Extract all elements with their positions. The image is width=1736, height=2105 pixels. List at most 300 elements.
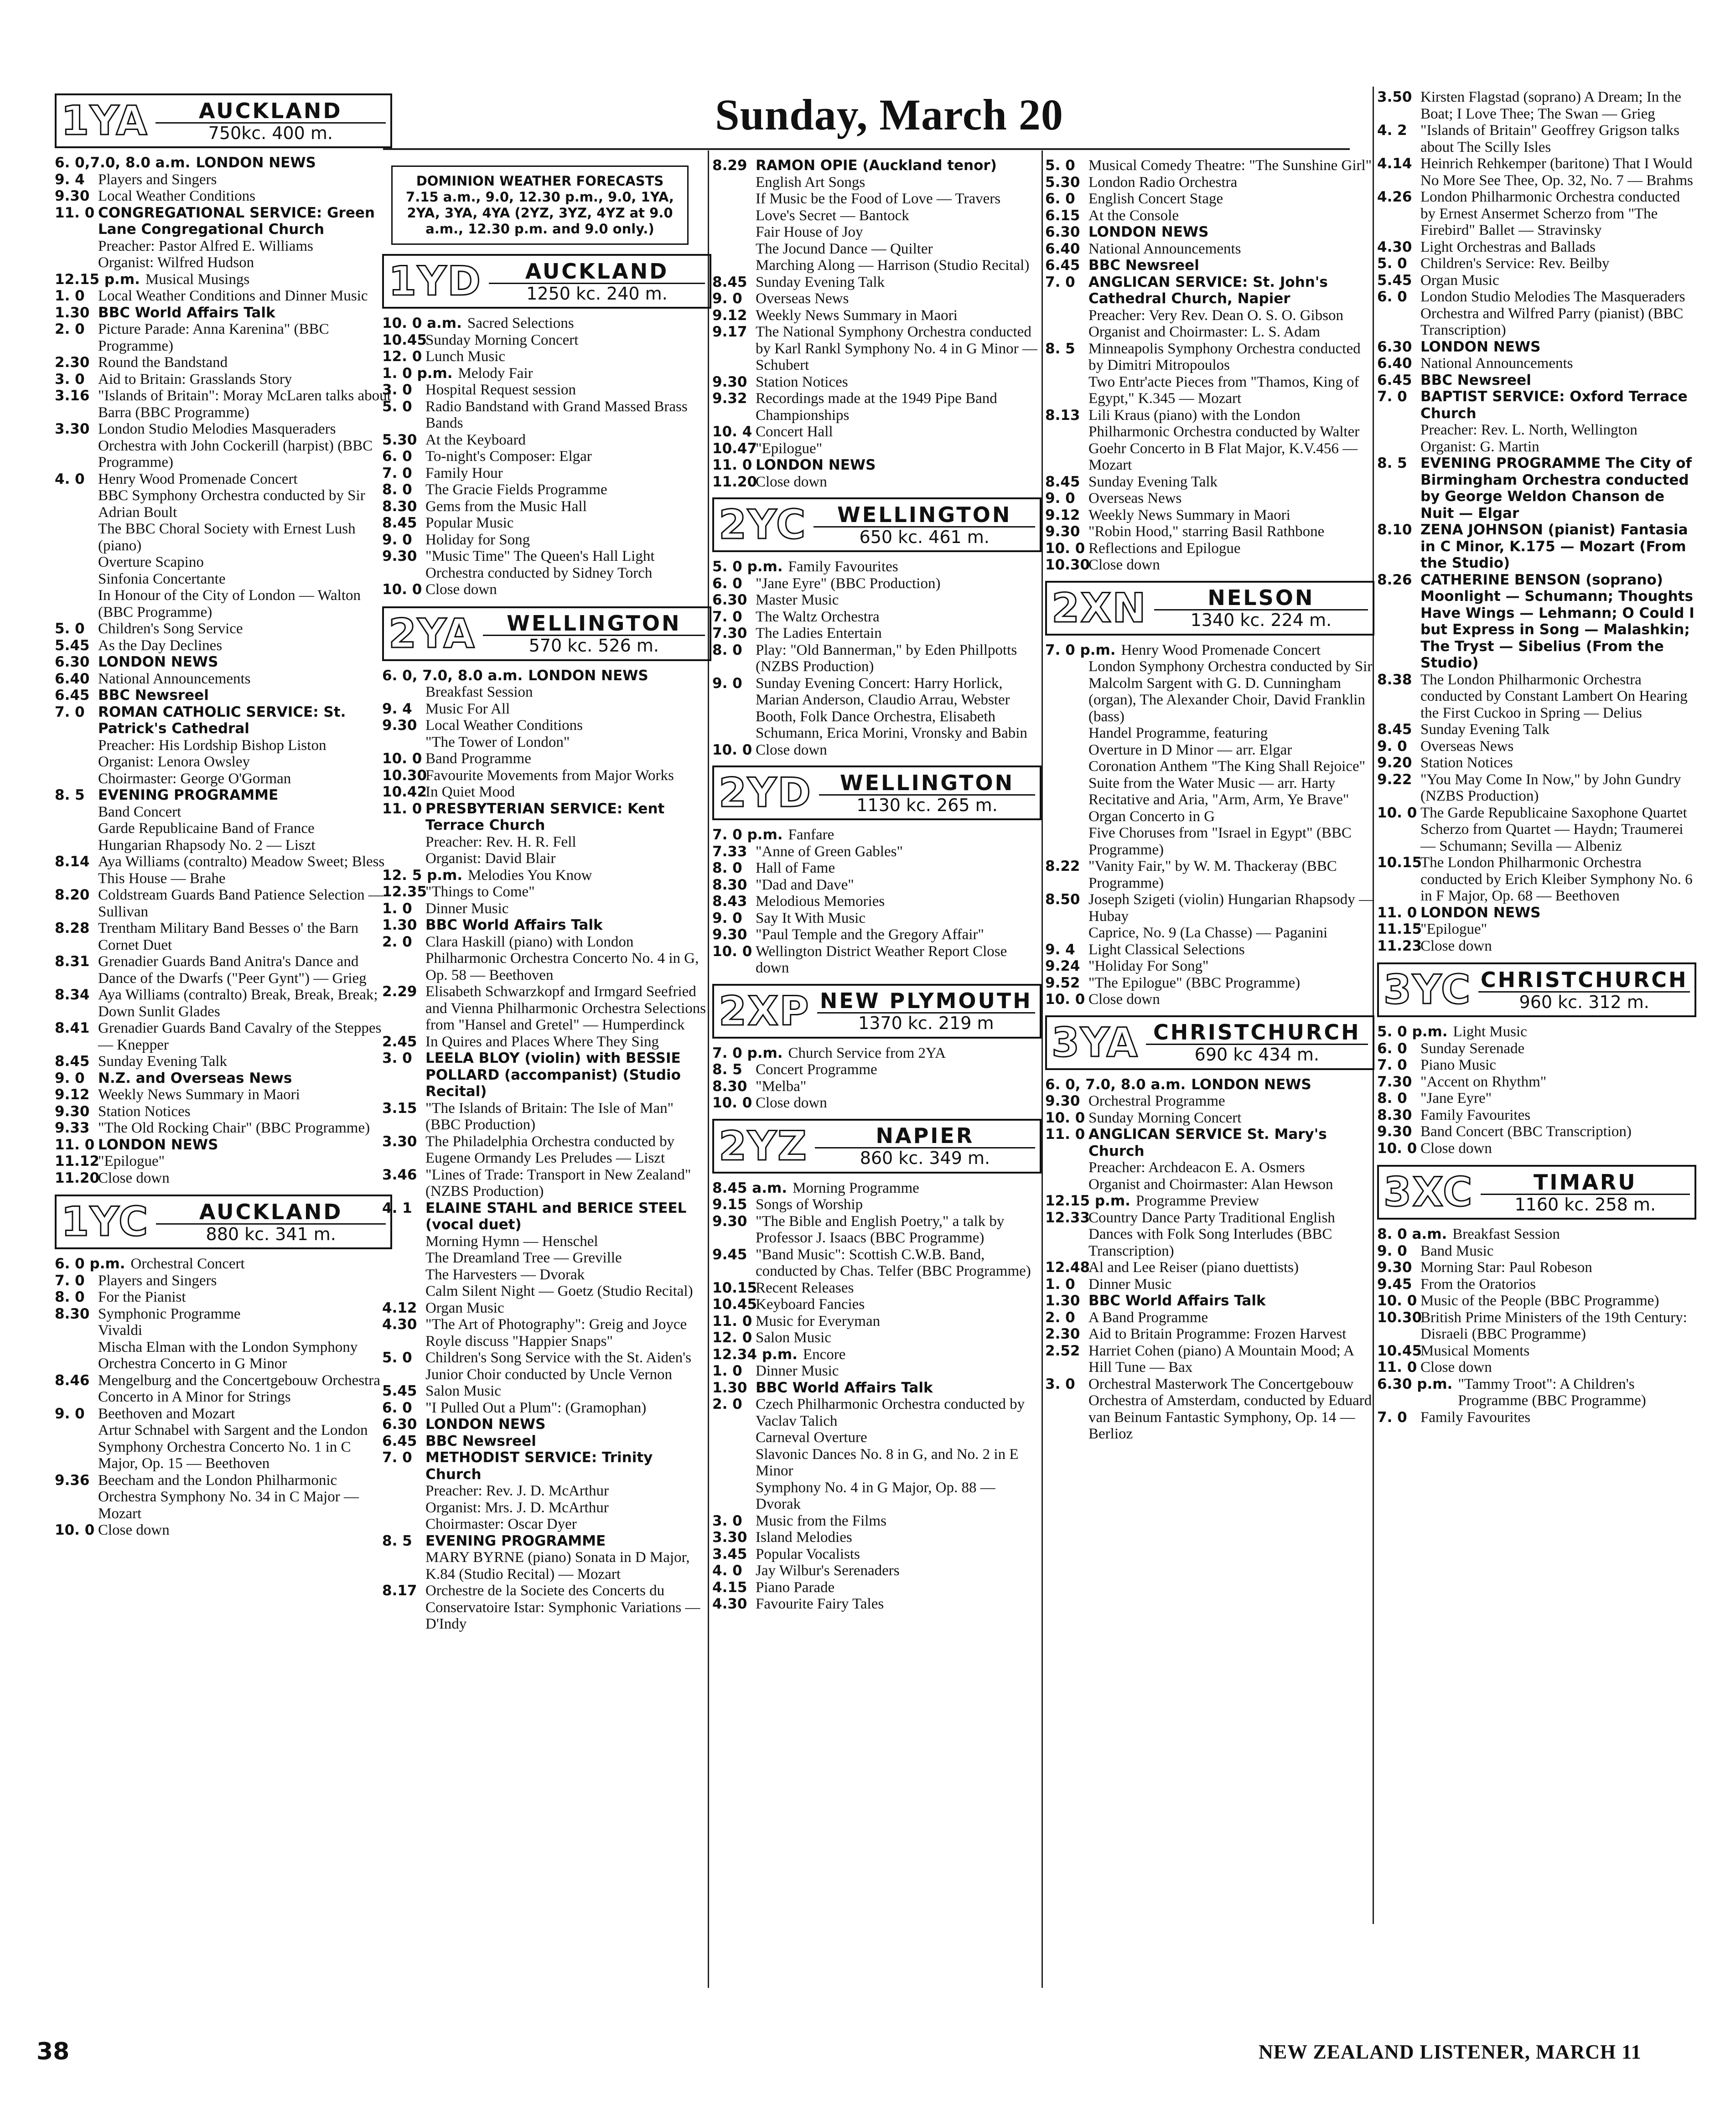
programme-text: BAPTIST SERVICE: Oxford Terrace Church bbox=[1420, 388, 1688, 422]
programme-time: 8.46 bbox=[55, 1372, 90, 1389]
programme-time: 9.30 bbox=[712, 926, 747, 943]
station-banner-1yd bbox=[382, 254, 711, 309]
programme-time: 10.15 bbox=[712, 1279, 757, 1296]
programme-time: 6. 0 p.m. bbox=[55, 1256, 125, 1272]
programme-entry bbox=[55, 521, 392, 554]
programme-text: Music from the Films bbox=[756, 1512, 886, 1529]
programme-text: Close down bbox=[425, 581, 497, 598]
programme-time: 7. 0 bbox=[1045, 274, 1075, 290]
programme-time: 10. 0 bbox=[1045, 991, 1085, 1008]
programme-entry bbox=[1377, 1074, 1696, 1091]
programme-text: Sunday Morning Concert bbox=[425, 331, 579, 348]
programme-time: 10.30 bbox=[1377, 1309, 1422, 1326]
programme-text: London Studio Melodies Masqueraders Orchestra with John Cockerill (harpist) (BBC Programme) bbox=[98, 421, 373, 471]
column-5 bbox=[1377, 89, 1696, 1426]
programme-time: 6.40 bbox=[1377, 355, 1412, 372]
programme-text: Two Entr'acte Pieces from "Thamos, King of Egypt," K.345 — Mozart bbox=[1088, 373, 1359, 407]
programme-time: 4.15 bbox=[712, 1579, 747, 1596]
programme-time: 9. 0 bbox=[55, 1405, 85, 1422]
programme-time: 6.30 bbox=[712, 592, 747, 608]
programme-time: 7. 0 p.m. bbox=[1045, 641, 1116, 658]
programme-entry bbox=[712, 1280, 1042, 1297]
station-frequency: 690 kc 434 m. bbox=[1146, 1044, 1368, 1064]
programme-text: Local Weather Conditions bbox=[425, 717, 583, 734]
programme-entry bbox=[1045, 1076, 1374, 1093]
programme-text: Kirsten Flagstad (soprano) A Dream; In the Boat; I Love Thee; The Swan — Grieg bbox=[1420, 89, 1681, 122]
programme-time: 5. 0 bbox=[382, 398, 412, 415]
programme-entry bbox=[712, 575, 1042, 592]
programme-text: Close down bbox=[756, 1095, 827, 1111]
programme-text: London Studio Melodies The Masqueraders Orchestra and Wilfred Parry (pianist) (BBC Transcription) bbox=[1420, 289, 1685, 338]
programme-text: Love's Secret — Bantock bbox=[756, 207, 909, 224]
programme-time: 10.47 bbox=[712, 440, 757, 457]
station-frequency: 1130 kc. 265 m. bbox=[819, 794, 1035, 815]
programme-time: 7. 0 bbox=[382, 1449, 412, 1466]
programme-time: 1. 0 p.m. bbox=[382, 365, 453, 382]
station-city: NELSON bbox=[1207, 585, 1315, 610]
programme-text: Band Programme bbox=[425, 750, 531, 767]
programme-entry bbox=[55, 1120, 392, 1137]
programme-text: Local Weather Conditions and Dinner Music bbox=[98, 288, 368, 304]
programme-entry bbox=[1045, 1293, 1374, 1309]
programme-entry bbox=[1045, 742, 1374, 759]
programme-entry bbox=[382, 1267, 711, 1283]
programme-text: BBC Newsreel bbox=[98, 687, 209, 703]
programme-entry bbox=[55, 637, 392, 654]
programme-entry bbox=[1377, 522, 1696, 572]
programme-time: 10.15 bbox=[1377, 854, 1422, 871]
programme-entry bbox=[1045, 557, 1374, 574]
programme-text: London Radio Orchestra bbox=[1088, 174, 1238, 191]
programme-entry bbox=[1045, 658, 1374, 725]
programme-entry bbox=[382, 701, 711, 718]
station-call-sign: 1YA bbox=[61, 97, 148, 144]
programme-text: LONDON NEWS bbox=[1420, 338, 1541, 355]
programme-time: 9. 0 bbox=[712, 675, 742, 692]
programme-time: 4.30 bbox=[712, 1596, 747, 1612]
programme-entry bbox=[382, 850, 711, 867]
programme-time: 12.35 bbox=[382, 884, 427, 900]
programme-text: Round the Bandstand bbox=[98, 354, 228, 371]
programme-text: Weekly News Summary in Maori bbox=[98, 1086, 300, 1103]
station-banner-3xc bbox=[1377, 1165, 1696, 1220]
programme-entry bbox=[55, 471, 392, 488]
programme-text: Station Notices bbox=[98, 1103, 191, 1120]
programme-entry bbox=[382, 581, 711, 598]
programme-text: "Epilogue" bbox=[1420, 921, 1487, 937]
programme-text: In Quires and Places Where They Sing bbox=[425, 1033, 659, 1050]
programme-time: 10.45 bbox=[382, 331, 427, 348]
programme-entry bbox=[1045, 241, 1374, 258]
programme-entry bbox=[1045, 274, 1374, 307]
programme-time: 11. 0 bbox=[382, 800, 422, 817]
programme-entry bbox=[1045, 157, 1374, 174]
programme-text: Overseas News bbox=[1088, 490, 1182, 507]
programme-text: Master Music bbox=[756, 592, 839, 608]
programme-time: 8. 0 bbox=[712, 860, 742, 876]
programme-entry bbox=[382, 481, 711, 498]
programme-entry bbox=[1377, 721, 1696, 738]
programme-entry bbox=[1045, 1176, 1374, 1193]
programme-list-1ya bbox=[55, 155, 392, 1186]
programme-time: 9.17 bbox=[712, 324, 747, 340]
programme-entry bbox=[1377, 89, 1696, 122]
programme-list-2xp bbox=[712, 1045, 1042, 1112]
programme-entry bbox=[382, 1533, 711, 1550]
programme-text: Music For All bbox=[425, 700, 510, 717]
programme-text: Recitative and Aria, "Arm, Arm, Ye Brave" bbox=[1088, 791, 1349, 808]
programme-time: 5.45 bbox=[55, 637, 90, 654]
programme-text: Grenadier Guards Band Cavalry of the Steppes — Knepper bbox=[98, 1020, 382, 1053]
programme-text: To-night's Composer: Elgar bbox=[425, 448, 592, 465]
programme-time: 3. 0 bbox=[55, 371, 85, 388]
programme-entry bbox=[55, 305, 392, 321]
station-city: AUCKLAND bbox=[525, 259, 669, 284]
programme-time: 7. 0 bbox=[55, 1272, 85, 1289]
programme-time: 7.30 bbox=[712, 625, 747, 641]
programme-text: Sunday Evening Concert: Harry Horlick, Marian Anderson, Claudio Arrau, Webster Booth, Folk Dance Orchestra, Elisabeth Schumann, Erica Morini, Vronsky and Babin bbox=[756, 675, 1027, 741]
programme-text: RAMON OPIE (Auckland tenor) bbox=[756, 157, 997, 174]
programme-text: British Prime Ministers of the 19th Century: Disraeli (BBC Programme) bbox=[1420, 1309, 1687, 1342]
column-2 bbox=[382, 157, 711, 1633]
programme-text: MARY BYRNE (piano) Sonata in D Major, K.84 (Studio Recital) — Mozart bbox=[425, 1549, 690, 1583]
programme-text: Programme Preview bbox=[1135, 1193, 1259, 1209]
programme-time: 6.45 bbox=[1045, 257, 1080, 274]
programme-time: 3. 0 bbox=[1045, 1376, 1075, 1392]
programme-time: 6.40 bbox=[1045, 240, 1080, 257]
station-banner-3yc bbox=[1377, 962, 1696, 1017]
programme-time: 12. 0 bbox=[712, 1329, 752, 1346]
programme-time: 11.15 bbox=[1377, 921, 1422, 937]
programme-text: Preacher: Rev. J. D. McArthur bbox=[425, 1483, 609, 1499]
programme-entry bbox=[712, 1196, 1042, 1213]
programme-entry bbox=[55, 155, 392, 171]
programme-text: "Things to Come" bbox=[425, 884, 535, 900]
programme-list-1yd bbox=[382, 315, 711, 598]
programme-time: 12. 0 bbox=[382, 348, 422, 365]
programme-entry bbox=[712, 592, 1042, 609]
programme-text: "Dad and Dave" bbox=[756, 876, 854, 893]
programme-entry bbox=[1377, 388, 1696, 422]
programme-text: Caprice, No. 9 (La Chasse) — Paganini bbox=[1088, 925, 1328, 941]
programme-time: 3. 0 bbox=[382, 382, 412, 398]
programme-text: Country Dance Party Traditional English Dances with Folk Song Interludes (BBC Transcription) bbox=[1088, 1209, 1335, 1259]
page-number: 38 bbox=[36, 2038, 70, 2065]
programme-text: Orchestral Masterwork The Concertgebouw Orchestra of Amsterdam, conducted by Eduard van Beinum Fantastic Symphony, Op. 14 — Berlioz bbox=[1088, 1376, 1372, 1442]
programme-time: 10. 0 bbox=[1045, 540, 1085, 557]
programme-time: 7. 0 p.m. bbox=[712, 827, 783, 843]
programme-text: The Dreamland Tree — Greville bbox=[425, 1250, 622, 1266]
programme-text: Musical Comedy Theatre: "The Sunshine Girl" bbox=[1088, 157, 1372, 174]
programme-entry bbox=[382, 767, 711, 784]
programme-entry bbox=[1045, 1276, 1374, 1293]
station-frequency: 960 kc. 312 m. bbox=[1478, 991, 1690, 1012]
programme-text: Melodies You Know bbox=[468, 867, 592, 884]
column-divider bbox=[1042, 150, 1043, 1988]
programme-text: Picture Parade: Anna Karenina" (BBC Programme) bbox=[98, 321, 329, 354]
programme-text: Henry Wood Promenade Concert bbox=[1121, 641, 1321, 658]
column-4 bbox=[1045, 157, 1374, 1443]
programme-text: Aid to Britain Programme: Frozen Harvest bbox=[1088, 1326, 1347, 1342]
programme-text: PRESBYTERIAN SERVICE: Kent Terrace Church bbox=[425, 800, 665, 833]
programme-entry bbox=[55, 271, 392, 288]
station-city: NEW PLYMOUTH bbox=[819, 988, 1032, 1013]
programme-text: "Islands of Britain": Moray McLaren talks about Barra (BBC Programme) bbox=[98, 388, 391, 421]
programme-text: Carneval Overture bbox=[756, 1429, 867, 1446]
programme-entry bbox=[55, 953, 392, 987]
programme-entry bbox=[1045, 975, 1374, 992]
programme-entry bbox=[55, 787, 392, 804]
programme-time: 10. 0 bbox=[1377, 1140, 1417, 1157]
programme-text: Trentham Military Band Besses o' the Barn Cornet Duet bbox=[98, 920, 359, 953]
programme-text: Preacher: Pastor Alfred E. Williams bbox=[98, 238, 313, 254]
programme-entry bbox=[1377, 1090, 1696, 1107]
programme-text: Salon Music bbox=[425, 1383, 501, 1399]
programme-time: 9.32 bbox=[712, 390, 747, 407]
programme-text: Lili Kraus (piano) with the London Philharmonic Orchestra conducted by Walter Goehr Concerto in B Flat Major, K.V.456 — Mozart bbox=[1088, 407, 1360, 473]
programme-time: 10. 0 bbox=[55, 1522, 95, 1538]
programme-entry bbox=[55, 1522, 392, 1539]
programme-entry bbox=[712, 1296, 1042, 1313]
programme-time: 4.14 bbox=[1377, 155, 1412, 172]
programme-list-2yz-continued bbox=[1045, 157, 1374, 574]
programme-text: Organist: G. Martin bbox=[1420, 438, 1539, 455]
programme-time: 10. 0 bbox=[382, 581, 422, 598]
programme-entry bbox=[55, 704, 392, 737]
programme-time: 3.30 bbox=[55, 421, 90, 437]
programme-text: Say It With Music bbox=[756, 910, 865, 926]
programme-list-3ya bbox=[1045, 1076, 1374, 1443]
programme-entry bbox=[1045, 858, 1374, 891]
programme-entry bbox=[382, 801, 711, 834]
programme-text: English Art Songs bbox=[756, 174, 865, 191]
programme-text: The Harvesters — Dvorak bbox=[425, 1266, 585, 1283]
programme-time: 3.16 bbox=[55, 388, 90, 404]
programme-list-2xn bbox=[1045, 642, 1374, 1008]
programme-text: From the Oratorios bbox=[1420, 1276, 1536, 1293]
programme-text: Henry Wood Promenade Concert bbox=[98, 471, 298, 487]
programme-text: National Announcements bbox=[1420, 355, 1573, 372]
programme-entry bbox=[55, 421, 392, 471]
programme-text: Sunday Evening Talk bbox=[756, 274, 885, 290]
programme-entry bbox=[1377, 755, 1696, 771]
programme-entry bbox=[382, 1433, 711, 1450]
programme-entry bbox=[1377, 1040, 1696, 1057]
programme-time: 6.40 bbox=[55, 670, 90, 687]
programme-entry bbox=[1377, 239, 1696, 256]
programme-text: ROMAN CATHOLIC SERVICE: St. Patrick's Cathedral bbox=[98, 703, 346, 737]
programme-entry bbox=[382, 1400, 711, 1417]
programme-time: 7. 0 bbox=[712, 608, 742, 625]
programme-text: Band Concert (BBC Transcription) bbox=[1420, 1123, 1632, 1140]
programme-time: 9.30 bbox=[55, 188, 90, 204]
programme-time: 6. 0 bbox=[1377, 289, 1407, 305]
programme-text: Close down bbox=[98, 1169, 170, 1186]
programme-text: Calm Silent Night — Goetz (Studio Recital) bbox=[425, 1283, 693, 1299]
programme-text: Grenadier Guards Band Anitra's Dance and Dance of the Dwarfs ("Peer Gynt") — Grieg bbox=[98, 953, 367, 987]
programme-time: 11. 0 bbox=[55, 204, 95, 221]
programme-entry bbox=[382, 1050, 711, 1100]
programme-text: A Band Programme bbox=[1088, 1309, 1208, 1326]
programme-text: English Concert Stage bbox=[1088, 191, 1223, 207]
programme-time: 10. 0 bbox=[1045, 1109, 1085, 1126]
programme-time: 5. 0 p.m. bbox=[1377, 1024, 1448, 1040]
programme-text: Organist: Wilfred Hudson bbox=[98, 254, 254, 271]
programme-time: 6.45 bbox=[55, 687, 90, 703]
programme-entry bbox=[712, 625, 1042, 642]
programme-text: Symphony No. 4 in G Major, Op. 88 — Dvorak bbox=[756, 1479, 995, 1512]
programme-entry bbox=[712, 474, 1042, 491]
programme-text: Breakfast Session bbox=[425, 684, 533, 700]
programme-time: 9.20 bbox=[1377, 755, 1412, 771]
programme-text: Aya Williams (contralto) Break, Break, Break; Down Sunlit Glades bbox=[98, 987, 378, 1020]
programme-entry bbox=[712, 1513, 1042, 1530]
programme-time: 5.45 bbox=[1377, 272, 1412, 289]
programme-time: 9. 4 bbox=[382, 700, 412, 717]
programme-text: Family Favourites bbox=[1420, 1107, 1531, 1123]
programme-time: 6. 0,7.0, 8.0 a.m. bbox=[55, 155, 191, 171]
programme-entry bbox=[382, 1416, 711, 1433]
programme-text: Play: "Old Bannerman," by Eden Phillpotts (NZBS Production) bbox=[756, 641, 1017, 675]
programme-text: Preacher: Archdeacon E. A. Osmers bbox=[1088, 1159, 1305, 1176]
programme-entry bbox=[1377, 938, 1696, 955]
programme-entry bbox=[55, 687, 392, 704]
programme-text: Sunday Morning Concert bbox=[1088, 1109, 1242, 1126]
programme-text: Sacred Selections bbox=[467, 315, 574, 331]
programme-text: "Epilogue" bbox=[98, 1153, 165, 1169]
programme-time: 1.30 bbox=[1045, 1293, 1080, 1309]
programme-entry bbox=[1377, 455, 1696, 522]
programme-entry bbox=[1045, 825, 1374, 858]
programme-text: "Tammy Troot": A Children's Programme (BBC Programme) bbox=[1458, 1376, 1646, 1409]
station-call-sign: 3YA bbox=[1052, 1019, 1139, 1066]
programme-time: 9.30 bbox=[382, 717, 417, 734]
station-banner-2yc bbox=[712, 497, 1042, 552]
programme-time: 11.20 bbox=[712, 473, 757, 490]
programme-entry bbox=[55, 1170, 392, 1187]
programme-text: Dinner Music bbox=[1088, 1276, 1172, 1293]
programme-time: 9.30 bbox=[55, 1103, 90, 1120]
programme-time: 8.50 bbox=[1045, 891, 1080, 908]
programme-time: 9.30 bbox=[382, 548, 417, 564]
programme-text: London Philharmonic Orchestra conducted by Ernest Ansermet Scherzo from "The Firebird" Ballet — Stravinsky bbox=[1420, 189, 1680, 238]
programme-text: Five Choruses from "Israel in Egypt" (BBC Programme) bbox=[1088, 825, 1352, 858]
programme-time: 9.22 bbox=[1377, 771, 1412, 788]
programme-text: Suite from the Water Music — arr. Harty bbox=[1088, 775, 1336, 791]
programme-text: ZENA JOHNSON (pianist) Fantasia in C Minor, K.175 — Mozart (From the Studio) bbox=[1420, 522, 1688, 571]
programme-entry bbox=[55, 1306, 392, 1323]
programme-entry bbox=[1045, 1343, 1374, 1376]
station-banner-3ya bbox=[1045, 1015, 1374, 1070]
programme-entry bbox=[382, 1283, 711, 1300]
programme-text: BBC Newsreel bbox=[1088, 257, 1199, 274]
programme-time: 8. 0 bbox=[712, 641, 742, 658]
programme-entry bbox=[712, 1562, 1042, 1579]
programme-time: 4.30 bbox=[1377, 238, 1412, 255]
station-call-sign: 2YA bbox=[389, 610, 476, 657]
programme-entry bbox=[382, 900, 711, 917]
programme-time: 9.30 bbox=[1045, 1093, 1080, 1109]
programme-time: 2. 0 bbox=[1045, 1309, 1075, 1326]
programme-entry bbox=[382, 834, 711, 851]
programme-text: Choirmaster: George O'Gorman bbox=[98, 770, 291, 787]
programme-entry bbox=[1045, 1326, 1374, 1343]
programme-time: 8. 5 bbox=[712, 1061, 742, 1078]
programme-entry bbox=[55, 1406, 392, 1422]
programme-time: 9.30 bbox=[712, 1213, 747, 1230]
programme-entry bbox=[712, 943, 1042, 977]
programme-text: Mengelburg and the Concertgebouw Orchestra Concerto in A Minor for Strings bbox=[98, 1372, 380, 1405]
programme-text: Slavonic Dances No. 8 in G, and No. 2 in E Minor bbox=[756, 1446, 1019, 1479]
programme-entry bbox=[1377, 155, 1696, 189]
programme-text: Music of the People (BBC Programme) bbox=[1420, 1293, 1659, 1309]
programme-entry bbox=[55, 987, 392, 1020]
programme-time: 8.10 bbox=[1377, 522, 1412, 538]
programme-time: 9.30 bbox=[712, 373, 747, 390]
programme-time: 9. 0 bbox=[55, 1070, 85, 1086]
programme-text: LONDON NEWS bbox=[196, 155, 316, 171]
station-frequency: 750kc. 400 m. bbox=[155, 122, 386, 143]
programme-text: BBC Symphony Orchestra conducted by Sir Adrian Boult bbox=[98, 487, 365, 521]
programme-time: 9.12 bbox=[55, 1086, 90, 1103]
programme-entry bbox=[55, 837, 392, 854]
programme-entry bbox=[1377, 1343, 1696, 1360]
programme-time: 9.45 bbox=[712, 1246, 747, 1263]
programme-entry bbox=[382, 1167, 711, 1200]
programme-text: Wellington District Weather Report Close down bbox=[756, 943, 1007, 976]
station-call-sign: 2YZ bbox=[719, 1122, 808, 1169]
programme-text: In Honour of the City of London — Walton (BBC Programme) bbox=[98, 587, 361, 621]
programme-entry bbox=[1377, 189, 1696, 239]
programme-time: 10.45 bbox=[712, 1296, 757, 1313]
programme-entry bbox=[712, 157, 1042, 174]
programme-time: 8.31 bbox=[55, 953, 90, 970]
programme-time: 10.42 bbox=[382, 784, 427, 800]
programme-text: Fanfare bbox=[788, 827, 834, 843]
programme-text: Jay Wilbur's Serenaders bbox=[756, 1562, 900, 1579]
programme-entry bbox=[1045, 1193, 1374, 1210]
programme-text: BBC World Affairs Talk bbox=[756, 1379, 933, 1396]
programme-time: 6. 0, 7.0, 8.0 a.m. bbox=[1045, 1076, 1186, 1093]
programme-time: 12.33 bbox=[1045, 1209, 1090, 1226]
programme-time: 12.34 p.m. bbox=[712, 1346, 798, 1363]
programme-entry bbox=[55, 820, 392, 837]
programme-text: Morning Programme bbox=[793, 1179, 919, 1196]
programme-text: Children's Song Service with the St. Aiden's Junior Choir conducted by Uncle Vernon bbox=[425, 1350, 691, 1383]
programme-entry bbox=[712, 926, 1042, 943]
programme-time: 8.45 a.m. bbox=[712, 1179, 788, 1196]
programme-time: 8.45 bbox=[55, 1053, 90, 1070]
programme-entry bbox=[1377, 1107, 1696, 1124]
programme-time: 8.13 bbox=[1045, 407, 1080, 424]
programme-time: 12.48 bbox=[1045, 1259, 1090, 1276]
programme-entry bbox=[382, 784, 711, 801]
programme-text: Organ Music bbox=[425, 1299, 504, 1316]
station-frequency: 1340 kc. 224 m. bbox=[1154, 609, 1368, 630]
programme-time: 2.52 bbox=[1045, 1342, 1080, 1359]
programme-entry bbox=[1377, 1243, 1696, 1260]
programme-entry bbox=[1377, 1123, 1696, 1140]
station-frequency: 860 kc. 349 m. bbox=[815, 1147, 1035, 1168]
programme-time: 4.30 bbox=[382, 1316, 417, 1333]
programme-time: 9.30 bbox=[1377, 1259, 1412, 1276]
programme-text: Organist: Lenora Owsley bbox=[98, 754, 250, 770]
programme-time: 8. 5 bbox=[1045, 340, 1075, 357]
programme-time: 12.15 p.m. bbox=[55, 271, 140, 288]
programme-text: Symphonic Programme bbox=[98, 1305, 241, 1322]
station-frequency: 650 kc. 461 m. bbox=[814, 526, 1035, 547]
programme-text: The Jocund Dance — Quilter bbox=[756, 240, 933, 257]
